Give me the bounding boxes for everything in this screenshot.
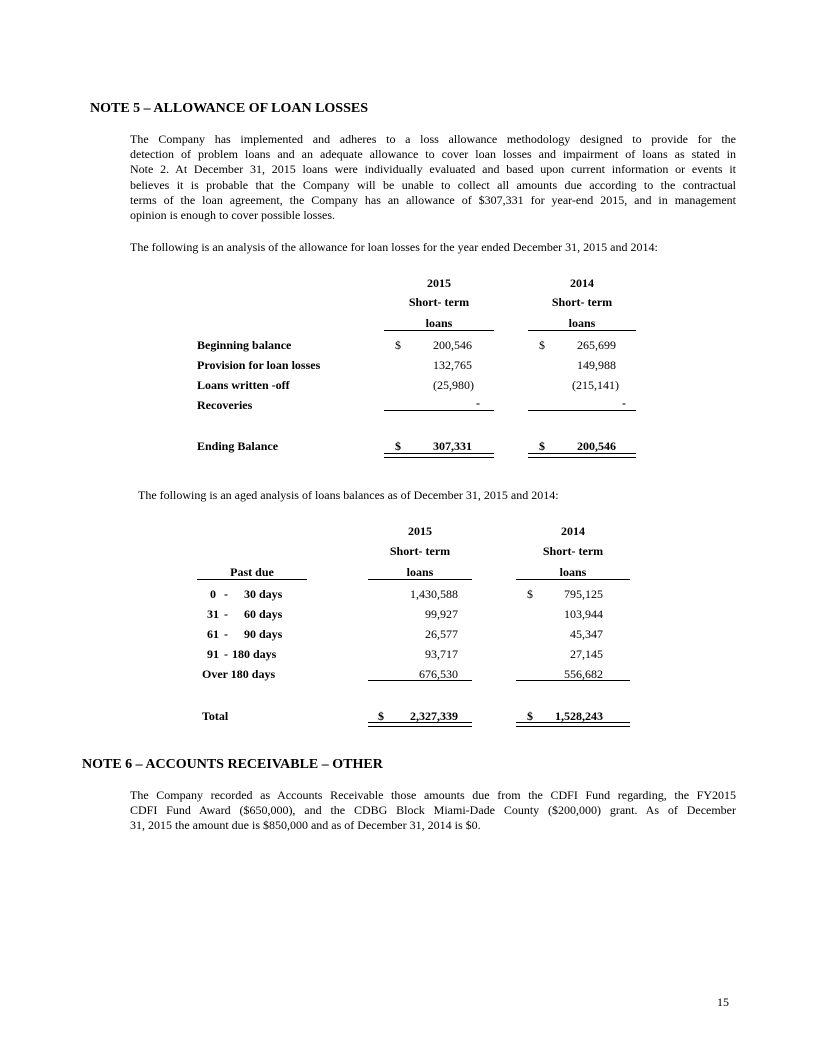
note5-line: opinion is enough to cover possible losses. — [130, 208, 335, 223]
t2-range-from: 31 — [207, 607, 219, 621]
t1-row-label: Beginning balance — [197, 338, 292, 352]
t2-subtotal-rule — [368, 680, 472, 681]
note5-line: terms of the loan agreement, the Company has an allowance of $307,331 for year-end 2015, and in management — [130, 192, 736, 207]
note6-line: The Company recorded as Accounts Receivable those amounts due from the CDFI Fund regarding, the FY2015 — [130, 788, 736, 802]
t2-value-2014: 795,125 — [564, 587, 603, 601]
t2-value-2014: 27,145 — [570, 647, 603, 661]
t1-row-label: Recoveries — [197, 398, 253, 412]
aged-intro: The following is an aged analysis of loans balances as of December 31, 2015 and 2014: — [138, 488, 559, 502]
note5-line: believes it is probable that the Company will be unable to collect all amounts due according to the contractual — [130, 177, 736, 192]
note5-line: detection of problem loans and an adequate allowance to cover loan losses and impairment of loans as stated in — [130, 147, 736, 162]
t2-value-2015: 26,577 — [425, 627, 458, 641]
t2-range-from: 0 — [210, 587, 216, 601]
t2-col1-sub: loans — [368, 565, 472, 580]
t2-total-2014: 1,528,243 — [555, 709, 603, 723]
t2-subtotal-rule — [516, 680, 630, 681]
t2-currency: $ — [527, 587, 533, 601]
t1-total-2015: 307,331 — [433, 439, 472, 453]
t2-range-to: 180 days — [232, 647, 277, 661]
t1-subtotal-rule — [528, 410, 636, 411]
t2-range-from: 91 — [207, 647, 219, 661]
t1-col1-sub: loans — [384, 316, 494, 331]
t2-over-2014: 556,682 — [564, 667, 603, 681]
t2-total-double-rule — [368, 722, 472, 727]
t2-range-to: 90 days — [244, 627, 283, 641]
t2-range-dash: - — [224, 607, 228, 621]
t2-over-2015: 676,530 — [419, 667, 458, 681]
t2-total-2015: 2,327,339 — [410, 709, 458, 723]
t1-total-2014: 200,546 — [577, 439, 616, 453]
note5-paragraph — [130, 132, 736, 223]
t1-total-double-rule — [528, 453, 636, 458]
t2-range-dash: - — [224, 627, 228, 641]
page-number: 15 — [717, 995, 729, 1009]
note5-title: NOTE 5 – ALLOWANCE OF LOAN LOSSES — [90, 101, 368, 116]
t2-total-currency: $ — [378, 709, 384, 723]
t2-total-double-rule — [516, 722, 630, 727]
t1-value-2015: - — [476, 396, 480, 410]
t2-value-2015: 99,927 — [425, 607, 458, 621]
t1-value-2015: (25,980) — [433, 378, 474, 392]
t1-total-label: Ending Balance — [197, 439, 279, 453]
note5-line: Note 2. At December 31, 2015 loans were individually evaluated and based upon current information or events it — [130, 162, 736, 177]
t2-col1-type: Short- term — [389, 544, 451, 558]
t1-col1-type: Short- term — [408, 295, 470, 309]
t1-total-currency: $ — [539, 439, 545, 453]
t2-total-currency: $ — [527, 709, 533, 723]
note6-line: 31, 2015 the amount due is $850,000 and as of December 31, 2014 is $0. — [130, 818, 481, 833]
t2-range-dash: - — [224, 587, 228, 601]
t2-total-label: Total — [202, 709, 229, 723]
t1-col1-year: 2015 — [427, 276, 451, 290]
t1-subtotal-rule — [384, 410, 494, 411]
t2-range-to: 60 days — [244, 607, 283, 621]
t1-col2-type: Short- term — [551, 295, 613, 309]
t2-value-2015: 93,717 — [425, 647, 458, 661]
allowance-intro: The following is an analysis of the allowance for loan losses for the year ended December 31, 2015 and 2014: — [130, 240, 658, 254]
note6-title: NOTE 6 – ACCOUNTS RECEIVABLE – OTHER — [82, 757, 383, 772]
t1-value-2014: (215,141) — [572, 378, 619, 392]
t1-value-2014: 149,988 — [577, 358, 616, 372]
t2-range-to: 30 days — [244, 587, 283, 601]
t2-col2-type: Short- term — [542, 544, 604, 558]
t2-col2-sub: loans — [516, 565, 630, 580]
t2-range-dash: - — [224, 647, 228, 661]
t1-value-2015: 200,546 — [433, 338, 472, 352]
t1-value-2014: 265,699 — [577, 338, 616, 352]
t1-currency: $ — [539, 338, 545, 352]
t1-row-label: Provision for loan losses — [197, 358, 321, 372]
t1-col2-year: 2014 — [570, 276, 594, 290]
t2-value-2014: 103,944 — [564, 607, 603, 621]
t1-value-2014: - — [622, 396, 626, 410]
t1-col2-sub: loans — [528, 316, 636, 331]
t2-col1-year: 2015 — [408, 524, 432, 538]
note5-line: The Company has implemented and adheres to a loss allowance methodology designed to provide for the — [130, 132, 736, 146]
t2-range-from: 61 — [207, 627, 219, 641]
t2-value-2014: 45,347 — [570, 627, 603, 641]
t1-total-currency: $ — [395, 439, 401, 453]
note6-paragraph — [130, 788, 736, 834]
note6-line: CDFI Fund Award ($650,000), and the CDBG Block Miami-Dade County ($200,000) grant. As of December — [130, 803, 736, 818]
t1-currency: $ — [395, 338, 401, 352]
t2-past-due-header: Past due — [197, 565, 307, 580]
t1-value-2015: 132,765 — [433, 358, 472, 372]
t2-value-2015: 1,430,588 — [410, 587, 458, 601]
t2-over-label: Over 180 days — [202, 667, 276, 681]
t2-col2-year: 2014 — [561, 524, 585, 538]
t1-row-label: Loans written -off — [197, 378, 290, 392]
t1-total-double-rule — [384, 453, 494, 458]
